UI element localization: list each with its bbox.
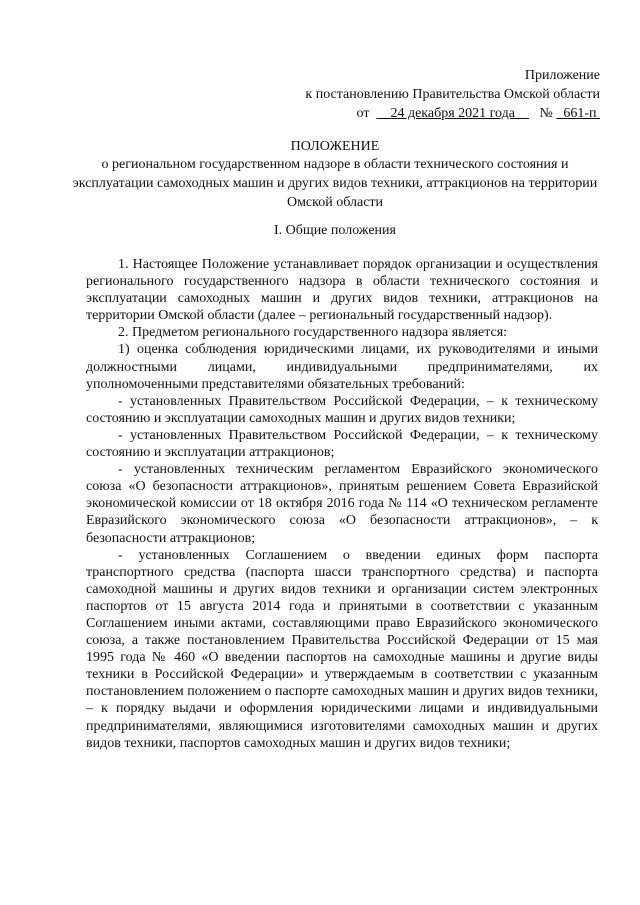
paragraph: - установленных Правительством Российской Федерации, – к техническому состоянию и эксплуатации самоходных машин и других видов техники;: [86, 393, 598, 426]
from-label: от: [356, 106, 370, 121]
appendix-date-number: [357, 104, 600, 123]
document-title: ПОЛОЖЕНИЕ: [290, 139, 380, 154]
paragraph: 1) оценка соблюдения юридическими лицами, их руководителями и иными должностными лицами, индивидуальными предпринимателями, их уполномоченными представителями обязательных требований:: [86, 342, 598, 392]
number-sign: №: [539, 106, 553, 121]
paragraph: 2. Предметом регионального государственного надзора является:: [118, 325, 508, 341]
section-heading: I. Общие положения: [274, 223, 396, 238]
paragraph: - установленных Правительством Российской Федерации, – к техническому состоянию и эксплуатации аттракционов;: [86, 427, 598, 461]
decree-date: 24 декабря 2021 года: [390, 106, 515, 121]
decree-number: 661-п: [563, 106, 597, 121]
paragraph: 1. Настоящее Положение устанавливает порядок организации и осуществления регионального государственного надзора в области технического состояния и эксплуатации самоходных машин и других видов техники, аттракционов на территории Омской области (далее – региональный государственный надзор).: [86, 257, 598, 324]
document-subtitle: о региональном государственном надзоре в области технического состояния и эксплуатации самоходных машин и других видов техники, аттракционов на территории Омской области: [72, 157, 598, 210]
document-body: [86, 256, 598, 752]
appendix-label: Приложение: [524, 68, 600, 83]
paragraph: - установленных техническим регламентом Евразийского экономического союза «О безопасности аттракционов», принятым решением Совета Евразийской экономической комиссии от 18 октября 2016 года № 114 «О техническом регламенте Евразийского экономического союза «О безопасности аттракционов», – к безопасности аттракционов;: [86, 462, 598, 546]
paragraph: - установленных Соглашением о введении единых форм паспорта транспортного средства (паспорта шасси транспортного средства) и паспорта самоходной машины и других видов техники и организации систем электронных паспортов от 15 августа 2014 года и принятыми в соответствии с указанным Соглашением иными актами, составляющими право Евразийского экономического союза, а также постановлением Правительства Российской Федерации от 15 мая 1995 года № 460 «О введении паспортов на самоходные машины и другие виды техники в Российской Федерации» и утверждаемым в соответствии с указанным постановлением положением о паспорте самоходных машин и других видов техники, – к порядку выдачи и оформления юридическими лицами и индивидуальными предпринимателями, являющимися изготовителями самоходных машин и других видов техники, паспортов самоходных машин и других видов техники;: [86, 547, 598, 751]
appendix-reference: к постановлению Правительства Омской области: [305, 87, 600, 102]
